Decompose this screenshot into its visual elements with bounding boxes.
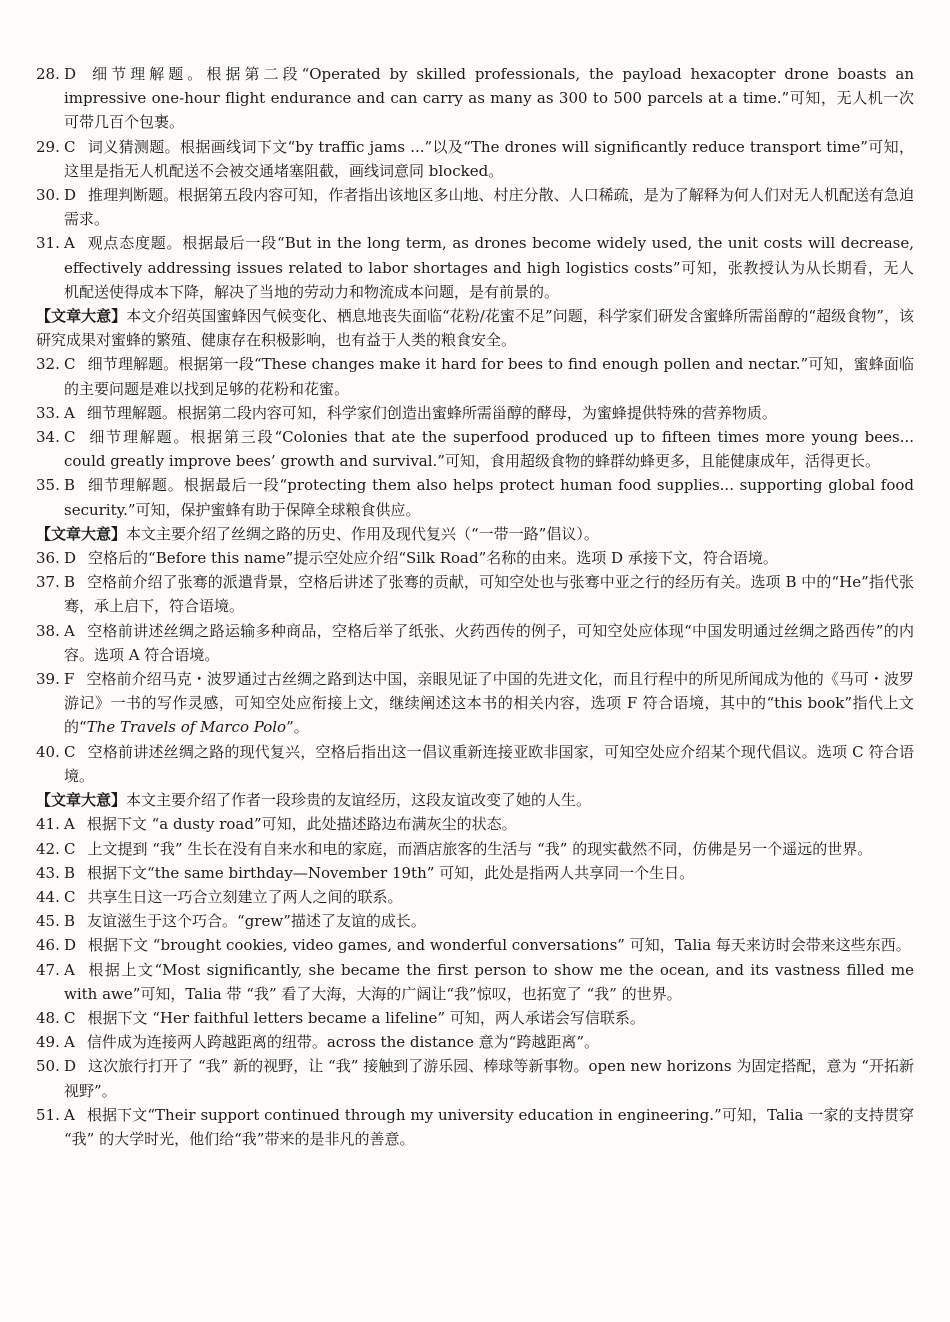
item-number: 50.	[36, 1057, 60, 1076]
answer-item-47	[36, 958, 914, 1006]
item-explanation: 上文提到 “我” 生长在没有自来水和电的家庭，而酒店旅客的生活与 “我” 的现实截然不同，仿佛是另一个遥远的世界。	[87, 839, 873, 858]
item-answer: B	[64, 476, 76, 495]
item-explanation: 细节理解题。根据第二段“Operated by skilled professionals, the payload hexacopter drone boasts an impressive one-hour flight endurance and can carry as many as 300 to 500 parcels at a time.”可知，无人机一次可带几百个包裹。	[64, 65, 914, 132]
item-explanation: 根据下文“Their support continued through my university education in engineering.”可知，Talia 一家的支持贯穿 “我” 的大学时光，他们给“我”带来的是非凡的善意。	[64, 1105, 914, 1148]
item-answer: A	[64, 1105, 75, 1124]
item-number: 49.	[36, 1033, 60, 1052]
item-number: 29.	[36, 137, 60, 156]
answer-item-45	[36, 909, 914, 933]
item-number: 38.	[36, 621, 60, 640]
answer-item-51	[36, 1103, 914, 1151]
item-answer: B	[64, 912, 76, 931]
item-number: 43.	[36, 863, 60, 882]
item-answer: C	[64, 428, 76, 447]
summary-heading: 【文章大意】	[36, 307, 127, 326]
item-number: 46.	[36, 936, 60, 955]
answer-item-34	[36, 425, 914, 473]
answer-item-33	[36, 401, 914, 425]
item-answer: A	[64, 1033, 75, 1052]
answer-item-39	[36, 667, 914, 740]
item-explanation: 共享生日这一巧合立刻建立了两人之间的联系。	[87, 887, 403, 906]
item-explanation: 根据下文 “brought cookies, video games, and wonderful conversations” 可知，Talia 每天来访时会带来这些东西。	[88, 936, 911, 955]
answer-item-29	[36, 135, 914, 183]
item-explanation: 空格前讲述丝绸之路的现代复兴，空格后指出这一倡议重新连接亚欧非国家，可知空处应介绍某个现代倡议。选项 C 符合语境。	[64, 742, 914, 785]
item-answer: C	[64, 137, 76, 156]
summary-heading: 【文章大意】	[36, 524, 127, 543]
item-number: 40.	[36, 742, 60, 761]
answer-item-28	[36, 62, 914, 135]
item-number: 30.	[36, 186, 60, 205]
item-answer: A	[64, 234, 75, 253]
item-number: 48.	[36, 1008, 60, 1027]
article-summary-bees	[36, 304, 914, 352]
item-explanation: 空格前讲述丝绸之路运输多种商品，空格后举了纸张、火药西传的例子，可知空处应体现“中国发明通过丝绸之路西传”的内容。选项 A 符合语境。	[64, 621, 914, 664]
answer-item-40	[36, 740, 914, 788]
item-answer: C	[64, 742, 76, 761]
item-explanation: 这次旅行打开了 “我” 新的视野，让 “我” 接触到了游乐园、棒球等新事物。open new horizons 为固定搭配，意为 “开拓新视野”。	[64, 1057, 914, 1100]
item-explanation: 观点态度题。根据最后一段“But in the long term, as drones become widely used, the unit costs will decrease, effectively addressing issues related to labor shortages and high logistics costs”可知，张教授认为从长期看，无人机配送使得成本下降，解决了当地的劳动力和物流成本问题，是有前景的。	[64, 234, 914, 301]
item-answer: C	[64, 887, 76, 906]
summary-text: 本文介绍英国蜜蜂因气候变化、栖息地丧失面临“花粉/花蜜不足”问题，科学家们研发含蜜蜂所需甾醇的“超级食物”，该研究成果对蜜蜂的繁殖、健康存在积极影响，也有益于人类的粮食安全。	[36, 307, 914, 350]
summary-heading: 【文章大意】	[36, 791, 127, 810]
item-answer: D	[64, 65, 77, 83]
item-number: 42.	[36, 839, 60, 858]
item-number: 32.	[36, 355, 60, 374]
item-number: 45.	[36, 912, 60, 931]
item-answer: D	[64, 186, 77, 205]
item-explanation: 根据下文“the same birthday—November 19th” 可知，此处是指两人共享同一个生日。	[87, 863, 695, 882]
answer-item-32	[36, 352, 914, 400]
answer-item-37	[36, 570, 914, 618]
item-answer: D	[64, 549, 77, 568]
answer-item-46	[36, 933, 914, 957]
item-number: 36.	[36, 549, 60, 568]
article-summary-silk-road	[36, 522, 914, 546]
item-answer: B	[64, 863, 76, 882]
item-answer: D	[64, 1057, 77, 1076]
item-answer: C	[64, 1008, 76, 1027]
item-explanation: 推理判断题。根据第五段内容可知，作者指出该地区多山地、村庄分散、人口稀疏，是为了解释为何人们对无人机配送有急迫需求。	[64, 186, 914, 229]
item-explanation: 根据下文 “a dusty road”可知，此处描述路边布满灰尘的状态。	[86, 815, 517, 834]
answer-item-48	[36, 1006, 914, 1030]
item-answer: B	[64, 573, 76, 592]
item-number: 37.	[36, 573, 60, 592]
item-explanation: 细节理解题。根据第一段“These changes make it hard for bees to find enough pollen and nectar.”可知，蜜蜂面临的主要问题是难以找到足够的花粉和花蜜。	[64, 355, 914, 398]
answer-item-36	[36, 546, 914, 570]
item-number: 41.	[36, 815, 60, 834]
item-explanation: 细节理解题。根据第三段“Colonies that ate the superfood produced up to fifteen times more young bees... could greatly improve bees’ growth and survival.”可知，食用超级食物的蜂群幼蜂更多，且能健康成年，活得更长。	[64, 428, 914, 471]
item-answer: A	[64, 621, 75, 640]
item-answer: A	[64, 960, 75, 979]
answer-item-43	[36, 861, 914, 885]
item-answer: A	[64, 403, 75, 422]
item-number: 35.	[36, 476, 60, 495]
item-number: 44.	[36, 887, 60, 906]
article-summary-friendship	[36, 788, 914, 812]
item-explanation: 友谊滋生于这个巧合。“grew”描述了友谊的成长。	[87, 912, 426, 931]
item-number: 34.	[36, 428, 60, 447]
answer-item-44	[36, 885, 914, 909]
item-number: 47.	[36, 960, 60, 979]
item-explanation: 信件成为连接两人跨越距离的纽带。across the distance 意为“跨越距离”。	[86, 1033, 599, 1052]
item-number: 33.	[36, 403, 60, 422]
summary-text: 本文主要介绍了作者一段珍贵的友谊经历，这段友谊改变了她的人生。	[126, 791, 592, 810]
item-number: 31.	[36, 234, 60, 253]
item-answer: C	[64, 839, 76, 858]
item-explanation: 空格前介绍了张骞的派遣背景，空格后讲述了张骞的贡献，可知空处也与张骞中亚之行的经历有关。选项 B 中的“He”指代张骞，承上启下，符合语境。	[64, 573, 914, 616]
item-explanation: 空格前介绍马克・波罗通过古丝绸之路到达中国，亲眼见证了中国的先进文化，而且行程中的所见所闻成为他的《马可・波罗游记》一书的写作灵感，可知空处应衔接上文，继续阐述这本书的相关内容，选项 F 符合语境，其中的“this book”指代上文的“	[64, 670, 914, 737]
item-answer: C	[64, 355, 76, 374]
item-explanation: 根据下文 “Her faithful letters became a lifeline” 可知，两人承诺会写信联系。	[87, 1008, 645, 1027]
answer-item-30	[36, 183, 914, 231]
item-explanation: 词义猜测题。根据画线词下文“by traffic jams ...”以及“The drones will significantly reduce transport time”可知，这里是指无人机配送不会被交通堵塞阻截，画线词意同 blocked。	[64, 137, 914, 180]
item-explanation: 细节理解题。根据第二段内容可知，科学家们创造出蜜蜂所需甾醇的酵母，为蜜蜂提供特殊的营养物质。	[86, 403, 777, 422]
item-explanation: 空格后的“Before this name”提示空处应介绍“Silk Road”名称的由来。选项 D 承接下文，符合语境。	[88, 549, 778, 568]
answer-item-49	[36, 1030, 914, 1054]
answer-item-35	[36, 473, 914, 521]
summary-text: 本文主要介绍了丝绸之路的历史、作用及现代复兴（“一带一路”倡议）。	[126, 524, 599, 543]
item-number: 39.	[36, 670, 60, 689]
answer-item-38	[36, 619, 914, 667]
item-explanation-tail: ”。	[286, 718, 309, 737]
answer-item-50	[36, 1054, 914, 1102]
item-number: 51.	[36, 1105, 60, 1124]
item-explanation: 根据上文“Most significantly, she became the first person to show me the ocean, and its vastness filled me with awe”可知，Talia 带 “我” 看了大海，大海的广阔让“我”惊叹，也拓宽了 “我” 的世界。	[64, 960, 914, 1003]
item-explanation: 细节理解题。根据最后一段“protecting them also helps protect human food supplies... supporting global food security.”可知，保护蜜蜂有助于保障全球粮食供应。	[64, 476, 914, 519]
item-answer: A	[64, 815, 75, 834]
answer-item-42	[36, 837, 914, 861]
book-title: The Travels of Marco Polo	[86, 718, 287, 737]
item-answer: F	[64, 670, 75, 689]
answer-item-31	[36, 231, 914, 304]
item-answer: D	[64, 936, 77, 955]
answer-item-41	[36, 812, 914, 836]
item-number: 28.	[36, 65, 60, 83]
